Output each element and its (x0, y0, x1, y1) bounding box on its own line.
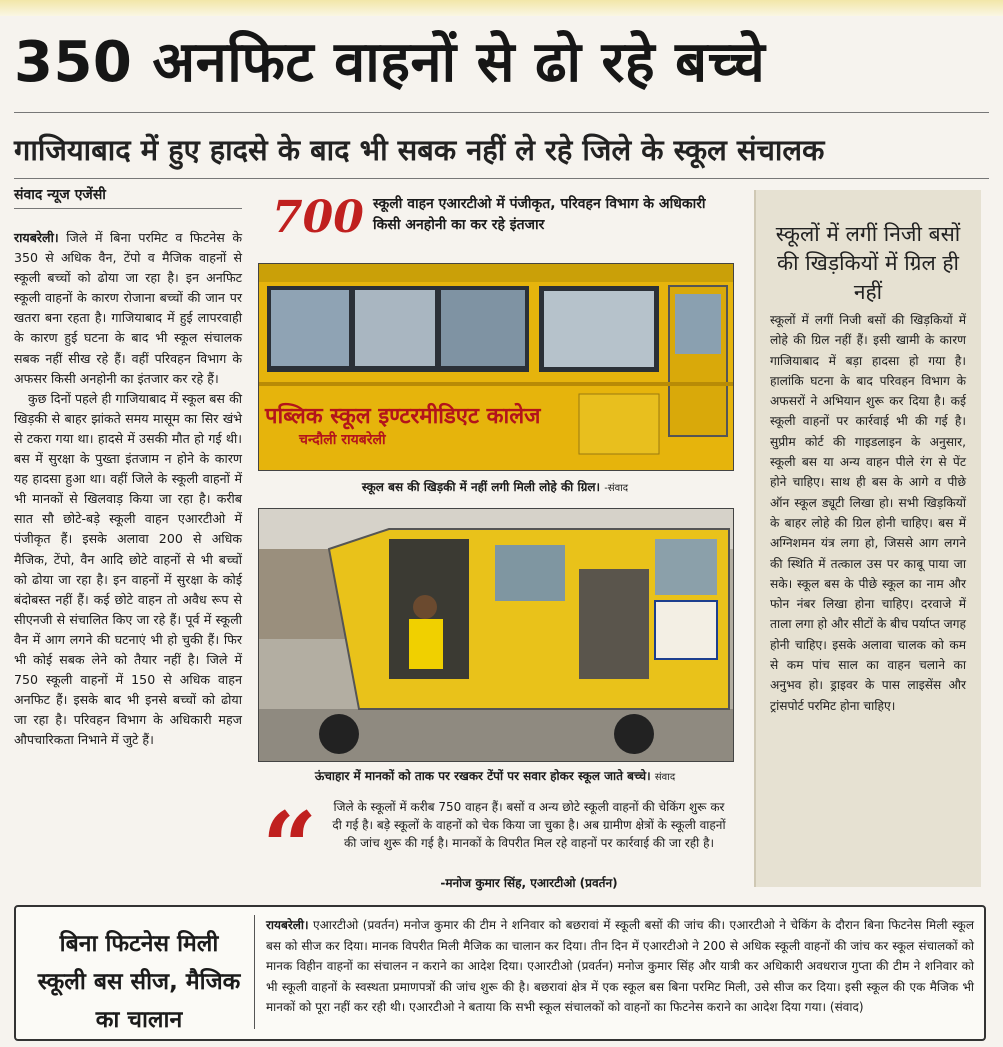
article-paragraph (14, 228, 242, 389)
divider (14, 112, 989, 113)
article-paragraph: कुछ दिनों पहले ही गाजियाबाद में स्कूल बस की खिड़की से बाहर झांकते समय मासूम का सिर खंभे से टकरा गया था। हादसे में उसकी मौत हो गई थी। बस में सुरक्षा के पुख्ता इंतजाम न होने के कारण यह हादसा हुआ था। वहीं जिले के स्कूली वाहनों में भी मानकों से खिलवाड़ किया जा रहा है। करीब सात सौ छोटे-बड़े स्कूली वाहन एआरटीओ में पंजीकृत हैं। इसके अलावा 200 से अधिक मैजिक, टेंपो, वैन आदि छोटे वाहनों से भी बच्चों को ढोया जा रहा है। इन वाहनों में सुरक्षा के कोई बंदोबस्त नहीं हैं। कई छोटे वाहन तो अवैध रूप से सीएनजी से संचालित किए जा रहे हैं। पूर्व में स्कूली वैन में आग लगने की घटनाएं भी हो चुकी हैं। फिर भी कोई सबक लेने को तैयार नहीं है। जिले में 750 स्कूली वाहनों में 150 से अधिक वाहन अनफिट हैं। इसके बाद भी इनसे बच्चों को ढोया जा रहा है। परिवहन विभाग के अधिकारी महज औपचारिकता निभाने में जुटे हैं। (14, 390, 242, 748)
subheadline: गाजियाबाद में हुए हादसे के बाद भी सबक नहीं ले रहे जिले के स्कूल संचालक (14, 133, 825, 167)
highlight-text: स्कूली वाहन एआरटीओ में पंजीकृत, परिवहन विभाग के अधिकारी किसी अनहोनी का कर रहे इंतजार (373, 196, 706, 233)
tempo-children-photo (258, 508, 734, 762)
highlight-number: 700 (272, 192, 364, 243)
sidebar-box (754, 190, 981, 887)
tempo-illustration (259, 509, 733, 761)
sidebar-body: स्कूलों में लगीं निजी बसों की खिड़कियों में लोहे की ग्रिल नहीं हैं। इसी खामी के कारण गाजियाबाद में बड़ा हादसा हो गया है। हालांकि घटना के बाद परिवहन विभाग के अफसरों ने अभियान शुरू कर दिया है। कई स्कूली वाहनों पर कार्रवाई भी की गई है। सुप्रीम कोर्ट की गाइडलाइन के अनुसार, स्कूली बस या अन्य वाहन पीले रंग से पेंट होने चाहिए। साथ ही बस के आगे व पीछे ऑन स्कूल ड्यूटी लिखा हो। सभी खिड़कियों के बाहर लोहे की ग्रिल होनी चाहिए। बस में अग्निशमन यंत्र लगा हो, जिससे आग लगने की स्थिति में तत्काल उस पर काबू पाया जा सके। स्कूल बस के पीछे स्कूल का नाम और फोन नंबर लिखा होना चाहिए। दरवाजे में ताला लगा हो और सीटों के बीच पर्याप्त जगह होनी चाहिए। इसके अलावा चालक को कम से कम पांच साल का वाहन चलाने का अनुभव हो। ड्राइवर के पास लाइसेंस और ट्रांसपोर्ट परमिट होना चाहिए। (770, 313, 967, 713)
divider (14, 208, 242, 209)
byline: संवाद न्यूज एजेंसी (14, 187, 106, 203)
quote-text: जिले के स्कूलों में करीब 750 वाहन हैं। बसों व अन्य छोटे स्कूली वाहनों की चेकिंग शुरू कर दी गई है। बड़े स्कूलों के वाहनों को चेक किया जा चुका है। अब ग्रामीण क्षेत्रों के स्कूली वाहनों की जांच शुरू की गई है। मानकों के विपरीत मिल रहे वाहनों पर कार्रवाई की जा रही है। (332, 800, 726, 850)
dateline: रायबरेली। (14, 230, 59, 245)
headline: 350 अनफिट वाहनों से ढो रहे बच्चे (14, 30, 766, 95)
divider (14, 178, 989, 179)
quote-attribution: -मनोज कुमार सिंह, एआरटीओ (प्रवर्तन) (440, 876, 618, 890)
sidebar-title: स्कूलों में लगीं निजी बसों की खिड़कियों में ग्रिल ही नहीं (775, 222, 961, 304)
bottom-story-box (14, 905, 986, 1041)
photo2-caption (258, 767, 732, 784)
caption-text: स्कूल बस की खिड़की में नहीं लगी मिली लोहे की ग्रिल। (361, 480, 601, 494)
bottom-story-body (266, 915, 974, 1018)
divider (254, 915, 255, 1029)
top-color-strip (0, 0, 1003, 16)
school-bus-photo (258, 263, 734, 471)
bus-location: चन्दौली रायबरेली (299, 432, 386, 448)
bus-school-name: पब्लिक स्कूल इण्टरमीडिएट कालेज (265, 404, 541, 429)
caption-source: -संवाद (604, 483, 629, 494)
main-article (14, 228, 242, 750)
caption-text: ऊंचाहार में मानकों को ताक पर रखकर टेंपों पर सवार होकर स्कूल जाते बच्चे। (314, 769, 651, 783)
caption-source: संवाद (654, 772, 676, 783)
quote-mark-icon: “ (262, 791, 318, 904)
page-edge (985, 260, 1003, 900)
paragraph-text: जिले में बिना परमिट व फिटनेस के 350 से अधिक वैन, टेंपो व मैजिक वाहनों से स्कूली बच्चों को ढोया जा रहा है। इन अनफिट स्कूली वाहनों के कारण रोजाना बच्चों की जान पर खतरा बना रहता है। गाजियाबाद में हुई लापरवाही के कारण हुई घटना के बाद भी स्कूल संचालक सबक नहीं सीख रहे हैं। वहीं परिवहन विभाग के अफसर किसी अनहोनी का इंतजार कर रहे हैं। (14, 230, 242, 386)
bottom-story-text: एआरटीओ (प्रवर्तन) मनोज कुमार की टीम ने शनिवार को बछरावां में स्कूली बसों की जांच की। एआरटीओ ने चेकिंग के दौरान बिना फिटनेस मिली स्कूल बस को सीज कर दिया। मानक विपरीत मिली मैजिक का चालान कर दिया। तीन दिन में एआरटीओ ने 200 से अधिक स्कूली वाहनों की जांच कर स्कूल संचालकों को मानक विहीन वाहनों का संचालन न कराने का आदेश दिया। एआरटीओ (प्रवर्तन) मनोज कुमार सिंह और यात्री कर अधिकारी अवधराज गुप्ता की टीम ने शनिवार को भी स्कूली वाहनों के स्वस्थता प्रमाणपत्रों की जांच शुरू की है। बछरावां क्षेत्र में एक स्कूल बस बिना परमिट मिली, उसे सीज कर दिया। इसी स्कूल की एक मैजिक भी मानकों को पूरा नहीं कर रही थी। एआरटीओ ने बताया कि सभी स्कूल संचालकों को वाहनों का फिटनेस कराने का आदेश दिया गया। (संवाद) (266, 918, 974, 1014)
bottom-story-title: बिना फिटनेस मिली स्कूली बस सीज, मैजिक का चालान (37, 931, 241, 1033)
dateline: रायबरेली। (266, 918, 309, 932)
photo1-caption (258, 478, 732, 495)
